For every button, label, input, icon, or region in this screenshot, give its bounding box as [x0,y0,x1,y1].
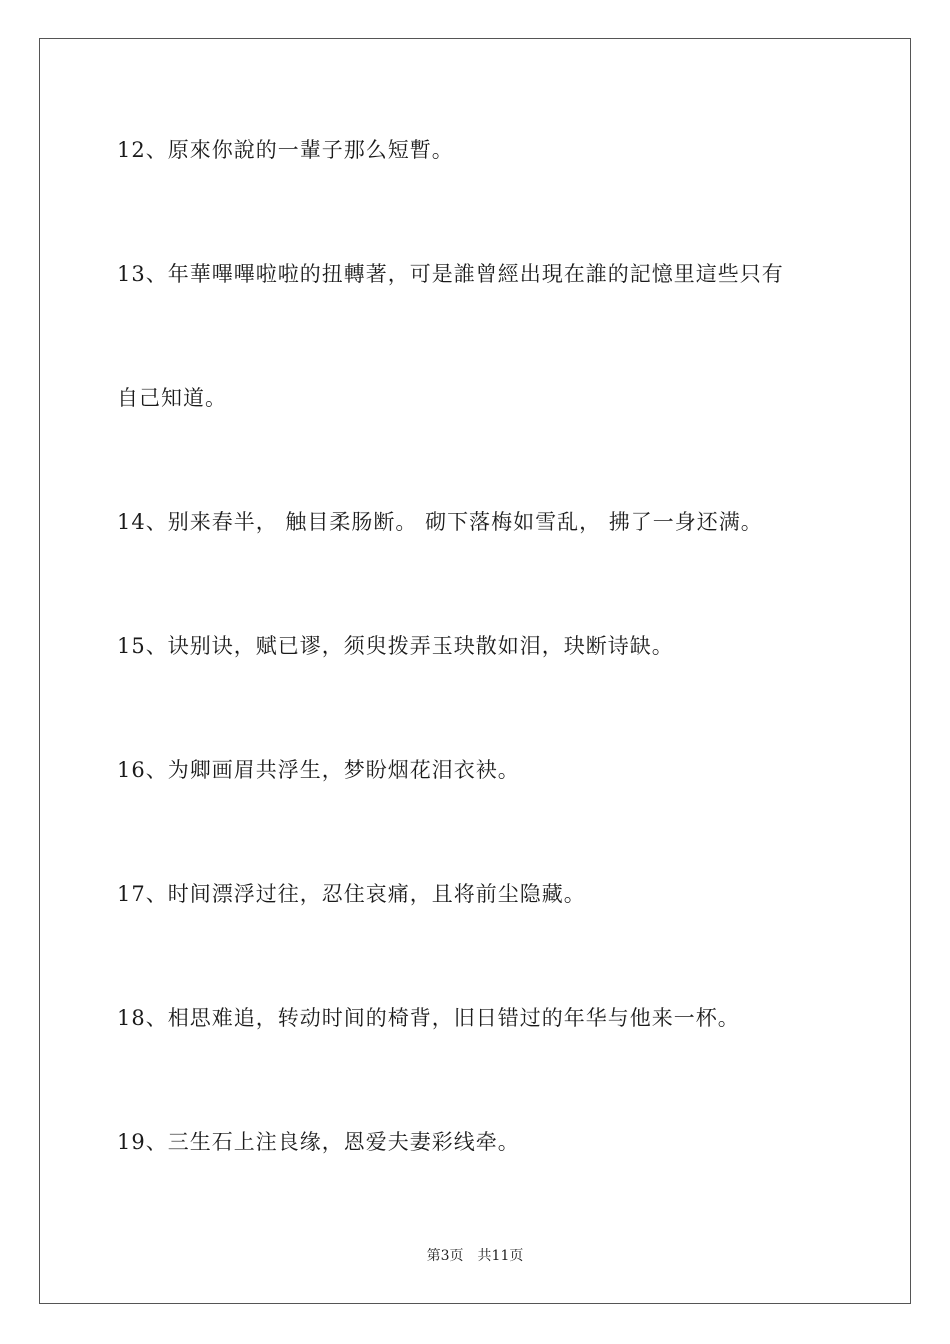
quote-line-18: 18、相思难追，转动时间的椅背，旧日错过的年华与他来一杯。 [117,1006,740,1030]
quote-line-12: 12、原來你說的一輩子那么短暫。 [117,138,454,162]
page-footer [0,1246,950,1266]
quote-line-16: 16、为卿画眉共浮生，梦盼烟花泪衣袂。 [117,758,520,782]
quote-line-14: 14、别来春半， 触目柔肠断。 砌下落梅如雪乱， 拂了一身还满。 [117,510,763,534]
quote-line-15: 15、诀别诀，赋已谬，须臾拨弄玉玦散如泪，玦断诗缺。 [117,634,674,658]
current-page-label: 第3页 [426,1248,464,1264]
total-pages-label: 共11页 [477,1248,524,1264]
quote-line-17: 17、时间漂浮过往，忍住哀痛，且将前尘隐藏。 [117,882,586,906]
quote-line-13: 13、年華嗶嗶啦啦的扭轉著，可是誰曾經出現在誰的記憶里這些只有 [117,262,784,286]
quote-line-13-continued: 自己知道。 [117,386,227,410]
page-border [39,38,911,1304]
quote-line-19: 19、三生石上注良缘，恩爱夫妻彩线牵。 [117,1130,520,1154]
